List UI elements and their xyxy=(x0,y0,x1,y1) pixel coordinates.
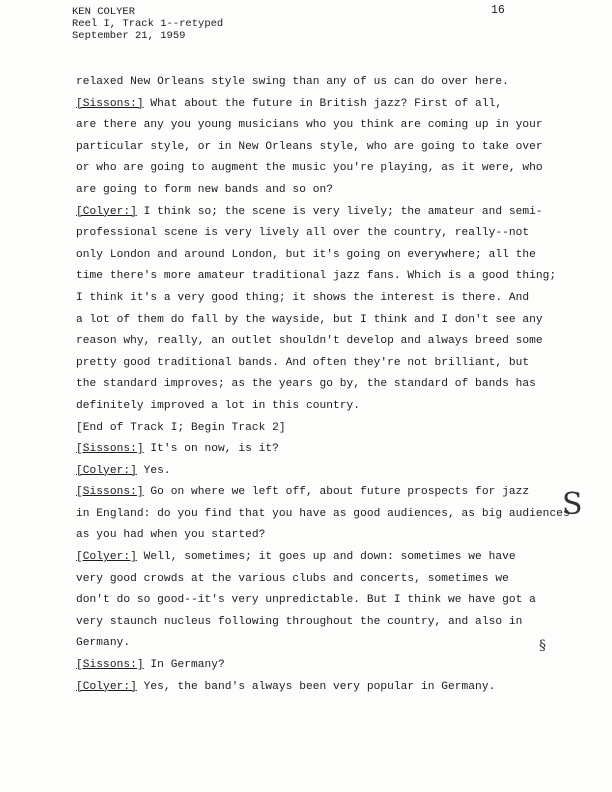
line-text: It's on now, is it? xyxy=(143,443,279,456)
transcript-line xyxy=(76,223,586,245)
speaker-label: [Sissons:] xyxy=(76,486,144,499)
transcript-line xyxy=(76,115,586,137)
line-text: In Germany? xyxy=(143,659,225,672)
line-text: don't do so good--it's very unpredictable. But I think we have got a xyxy=(76,594,536,607)
line-text: the standard improves; as the years go by, the standard of bands has xyxy=(76,378,536,391)
speaker-label: [Sissons:] xyxy=(76,97,144,110)
line-text: professional scene is very lively all over the country, really--not xyxy=(76,227,530,240)
line-text: very staunch nucleus following throughout the country, and also in xyxy=(76,615,523,628)
line-text: as you had when you started? xyxy=(76,529,266,542)
line-text: definitely improved a lot in this country. xyxy=(76,399,361,412)
transcript-line xyxy=(76,353,586,375)
line-text: only London and around London, but it's going on everywhere; all the xyxy=(76,248,536,261)
transcript-line xyxy=(76,482,586,504)
transcript-line xyxy=(76,137,586,159)
line-text: very good crowds at the various clubs and concerts, sometimes we xyxy=(76,572,509,585)
speaker-label: [Sissons:] xyxy=(76,659,144,672)
transcript-line xyxy=(76,72,586,94)
line-text: Germany. xyxy=(76,637,131,650)
transcript-line xyxy=(76,461,586,483)
transcript-line xyxy=(76,439,586,461)
transcript-line xyxy=(76,288,586,310)
transcript-line xyxy=(76,504,586,526)
line-text: a lot of them do fall by the wayside, but I think and I don't see any xyxy=(76,313,543,326)
transcript-line xyxy=(76,266,586,288)
transcript-line xyxy=(76,569,586,591)
transcript-line xyxy=(76,590,586,612)
line-text: or who are going to augment the music you're playing, as it were, who xyxy=(76,162,543,175)
line-text: are going to form new bands and so on? xyxy=(76,183,334,196)
line-text: Well, sometimes; it goes up and down: sometimes we have xyxy=(136,551,516,564)
transcript-line xyxy=(76,655,586,677)
line-text: are there any you young musicians who you think are coming up in your xyxy=(76,119,543,132)
transcript-line xyxy=(76,202,586,224)
transcript-line xyxy=(76,396,586,418)
line-text: I think so; the scene is very lively; the amateur and semi- xyxy=(136,205,543,218)
line-text: Go on where we left off, about future prospects for jazz xyxy=(143,486,530,499)
margin-mark: § xyxy=(539,638,546,654)
line-text: I think it's a very good thing; it shows the interest is there. And xyxy=(76,291,530,304)
line-text: What about the future in British jazz? First of all, xyxy=(143,97,503,110)
line-text: in England: do you find that you have as good audiences, as big audiences xyxy=(76,507,570,520)
header-reel: Reel I, Track 1--retyped xyxy=(72,18,224,30)
speaker-label: [Colyer:] xyxy=(76,551,137,564)
transcript-line xyxy=(76,418,586,440)
speaker-label: [Colyer:] xyxy=(76,205,137,218)
transcript-line xyxy=(76,677,586,699)
header-name: KEN COLYER xyxy=(72,6,136,18)
transcript-line xyxy=(76,374,586,396)
transcript-line xyxy=(76,310,586,332)
transcript-line xyxy=(76,180,586,202)
margin-mark: S xyxy=(562,487,583,522)
header-date: September 21, 1959 xyxy=(72,30,186,42)
line-text: Yes, the band's always been very popular in Germany. xyxy=(136,680,496,693)
line-text: Yes. xyxy=(136,464,171,477)
line-text: reason why, really, an outlet shouldn't develop and always breed some xyxy=(76,335,543,348)
speaker-label: [Colyer:] xyxy=(76,680,137,693)
line-text: time there's more amateur traditional jazz fans. Which is a good thing; xyxy=(76,270,557,283)
speaker-label: [Colyer:] xyxy=(76,464,137,477)
transcript-line xyxy=(76,525,586,547)
speaker-label: [Sissons:] xyxy=(76,443,144,456)
transcript-line xyxy=(76,547,586,569)
line-text: [End of Track I; Begin Track 2] xyxy=(76,421,286,434)
document-header xyxy=(72,6,223,42)
line-text: relaxed New Orleans style swing than any of us can do over here. xyxy=(76,76,509,88)
transcript-line xyxy=(76,331,586,353)
transcript-line xyxy=(76,158,586,180)
transcript-line xyxy=(76,633,586,655)
transcript-body xyxy=(76,72,586,698)
line-text: pretty good traditional bands. And often they're not brilliant, but xyxy=(76,356,530,369)
page-number: 16 xyxy=(491,4,505,17)
line-text: particular style, or in New Orleans style, who are going to take over xyxy=(76,140,543,153)
transcript-line xyxy=(76,612,586,634)
transcript-line xyxy=(76,245,586,267)
transcript-line xyxy=(76,94,586,116)
